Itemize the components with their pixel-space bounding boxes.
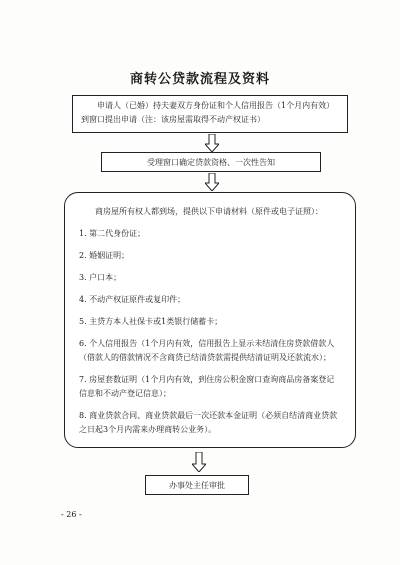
step-approval-box bbox=[145, 475, 249, 495]
list-item: 2. 婚姻证明； bbox=[79, 251, 130, 260]
list-item: 6. 个人信用报告（1个月内有效，信用报告上显示未结清住房贷款借款人（借款人的借款情况不含商贷已结清贷款需提供结清证明及还款流水）； bbox=[79, 339, 335, 362]
materials-intro: 商房屋所有权人都到场，提供以下申请材料（原件或电子证照）： bbox=[95, 207, 323, 216]
page-number: - 26 - bbox=[61, 510, 82, 519]
down-arrow-icon bbox=[192, 452, 204, 472]
list-item: 1. 第二代身份证； bbox=[79, 229, 146, 238]
down-arrow-icon bbox=[205, 173, 217, 191]
list-item: 5. 主贷方本人社保卡或1类银行储蓄卡； bbox=[79, 317, 223, 326]
step-materials-box bbox=[64, 192, 356, 448]
list-item: 7. 房屋套数证明（1个月内有效，到住房公积金窗口查询商品房备案登记信息和不动产登记信息）； bbox=[79, 375, 335, 398]
step-review-box bbox=[101, 152, 321, 172]
step-approval-text: 办事处主任审批 bbox=[169, 481, 225, 490]
down-arrow-icon bbox=[205, 134, 217, 152]
list-item: 3. 户口本； bbox=[79, 273, 122, 282]
list-item: 8. 商业贷款合同、商业贷款最后一次还款本金证明（必须自结清商业贷款之日起3个月内需来办理商转公业务）。 bbox=[79, 411, 338, 434]
step-apply-text: 申请人（已婚）持夫妻双方身份证和个人信用报告（1个月内有效）到窗口提出申请（注：该房屋需取得不动产权证书） bbox=[81, 101, 335, 124]
step-review-text: 受理窗口确定贷款资格、一次性告知 bbox=[147, 158, 275, 167]
list-item: 4. 不动产权证原件或复印件； bbox=[79, 295, 186, 304]
step-apply-box bbox=[72, 95, 348, 133]
page-title: 商转公贷款流程及资料 bbox=[129, 72, 270, 87]
